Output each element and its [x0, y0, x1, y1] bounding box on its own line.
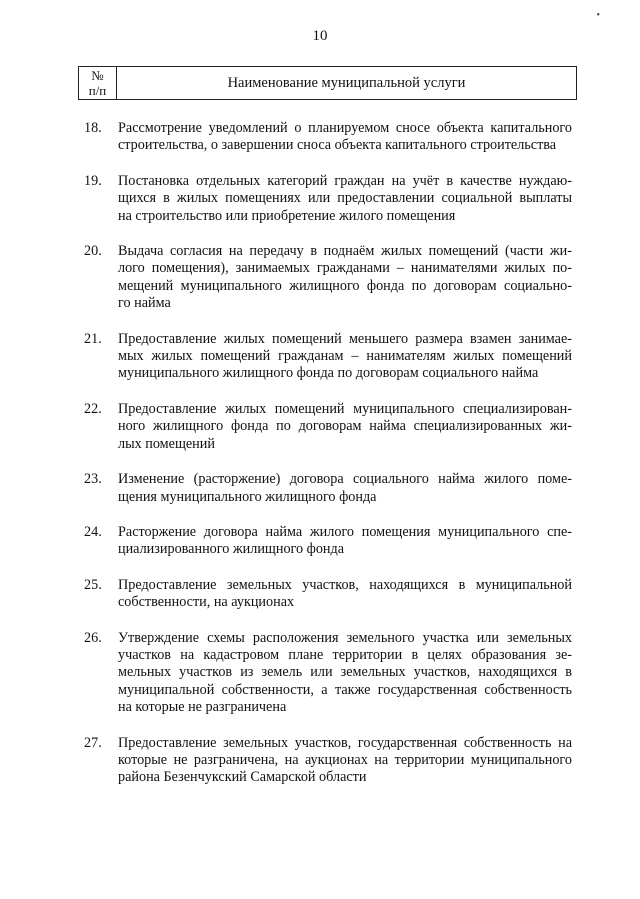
service-item — [84, 577, 572, 612]
service-item-line: Выдача согласия на передачу в поднаём жилых помещений (части жи- — [118, 243, 572, 260]
service-item-number: 20. — [84, 243, 102, 260]
service-item — [84, 401, 572, 453]
header-number-abbrev: п/п — [88, 83, 107, 98]
service-item-text — [118, 173, 572, 225]
service-item-line: циализированного жилищного фонда — [118, 541, 345, 558]
service-item-line: муниципальной собственности, а также государственная собственность — [118, 681, 572, 698]
service-item-line: участков на кадастровом плане территории в целях образования зе- — [118, 646, 572, 663]
service-item-line: мых жилых помещений гражданам – нанимателям жилых помещений — [118, 348, 572, 365]
service-item-line: собственности, на аукционах — [118, 594, 295, 611]
service-item-line: Расторжение договора найма жилого помещения муниципального спе- — [118, 523, 572, 540]
corner-mark: • — [596, 10, 600, 21]
service-item-number: 26. — [84, 629, 102, 646]
service-item-number: 27. — [84, 734, 102, 751]
service-item-text — [118, 577, 572, 612]
header-table — [78, 66, 577, 100]
service-item-line: мещений муниципального жилищного фонда по договорам социально- — [118, 277, 572, 294]
service-item — [84, 173, 572, 225]
header-number-column — [79, 67, 117, 99]
service-item-text — [118, 735, 572, 787]
service-item-line: щихся в жилых помещениях или предоставлении социальной выплаты — [118, 190, 572, 207]
service-item — [84, 120, 572, 155]
service-item-line: Изменение (расторжение) договора социального найма жилого поме- — [118, 471, 572, 488]
service-item-line: строительства, о завершении сноса объекта капитального строительства — [118, 137, 557, 154]
service-item-line: ного жилищного фонда по договорам найма специализированных жи- — [118, 418, 572, 435]
services-list — [84, 120, 572, 787]
service-item-line: Предоставление жилых помещений меньшего размера взамен занимае- — [118, 330, 572, 347]
header-number-sign: № — [91, 68, 104, 83]
service-item-number: 22. — [84, 400, 102, 417]
service-item-line: которые не разграничена, на аукционах на территории муниципального — [118, 751, 572, 768]
service-item-number: 23. — [84, 471, 102, 488]
service-item-line: Постановка отдельных категорий граждан на учёт в качестве нуждаю- — [118, 172, 572, 189]
service-item-line: го найма — [118, 295, 171, 312]
service-item-line: лого помещения), занимаемых гражданами – нанимателями жилых по- — [118, 260, 572, 277]
service-item-line: на которые не разграничена — [118, 699, 287, 716]
service-item-text — [118, 120, 572, 155]
service-item-line: Утверждение схемы расположения земельного участка или земельных — [118, 629, 572, 646]
service-item — [84, 243, 572, 313]
service-item-text — [118, 471, 572, 506]
service-item-line: щения муниципального жилищного фонда — [118, 488, 377, 505]
service-item-line: района Безенчукский Самарской области — [118, 769, 367, 786]
service-item-line: муниципального жилищного фонда по договорам социального найма — [118, 365, 539, 382]
service-item-number: 21. — [84, 330, 102, 347]
service-item-line: на строительство или приобретение жилого помещения — [118, 207, 456, 224]
service-item-number: 19. — [84, 172, 102, 189]
service-item-line: Предоставление земельных участков, находящихся в муниципальной — [118, 576, 572, 593]
service-item — [84, 331, 572, 383]
service-item-text — [118, 243, 572, 313]
service-item-number: 24. — [84, 523, 102, 540]
service-item — [84, 524, 572, 559]
service-item-line: Рассмотрение уведомлений о планируемом сносе объекта капитального — [118, 120, 572, 136]
service-item-text — [118, 630, 572, 717]
service-item-number: 18. — [84, 120, 102, 136]
service-item — [84, 471, 572, 506]
service-item-text — [118, 331, 572, 383]
service-item-number: 25. — [84, 576, 102, 593]
service-item-line: лых помещений — [118, 435, 215, 452]
service-item-text — [118, 524, 572, 559]
page-number: 10 — [312, 28, 328, 44]
service-item-line: мельных участков из земель или земельных участков, находящихся в — [118, 664, 572, 681]
service-item — [84, 630, 572, 717]
service-item-line: Предоставление жилых помещений муниципального специализирован- — [118, 400, 572, 417]
service-item-line: Предоставление земельных участков, государственная собственность на — [118, 734, 572, 751]
service-item — [84, 735, 572, 787]
service-item-text — [118, 401, 572, 453]
header-title: Наименование муниципальной услуги — [227, 74, 466, 91]
